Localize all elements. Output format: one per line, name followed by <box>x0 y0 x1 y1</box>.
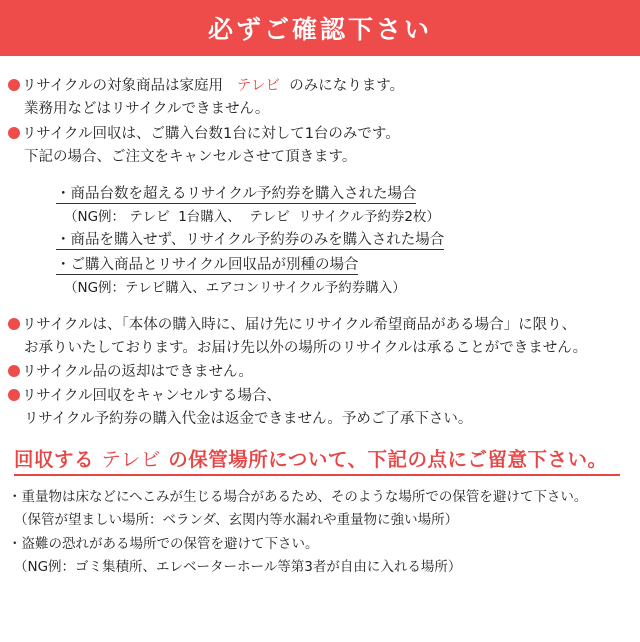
storage-note-1-sub: （保管が望ましい場所：ベランダ、玄関内等水漏れや重量物に強い場所） <box>14 512 459 528</box>
case-2: ・商品を購入せず、リサイクル予約券のみを購入された場合 <box>56 232 445 248</box>
page-title: 必ずご確認下さい <box>207 15 432 44</box>
tv-label: テレビ <box>236 78 281 94</box>
case-1: ・商品台数を超えるリサイクル予約券を購入された場合 <box>56 186 417 202</box>
storage-note-1: ・重量物は床などにへこみが生じる場合があるため、そのような場所での保管を避けて下さい。 <box>8 489 588 505</box>
case-3-example: （NG例：テレビ購入、エアコンリサイクル予約券購入） <box>64 280 406 296</box>
notice-item-limit: リサイクル回収は、ご購入台数1台に対して1台のみです。 <box>8 124 400 144</box>
notice-item-return: リサイクル品の返却はできません。 <box>8 362 253 382</box>
notice-item-condition: リサイクルは、「本体の購入時に、届け先にリサイクル希望商品がある場合」に限り、 <box>8 315 576 335</box>
notice-item-target-sub: 業務用などはリサイクルできません。 <box>24 101 270 117</box>
notice-item-cancel: リサイクル回収をキャンセルする場合、 <box>8 386 281 406</box>
bullet-dot-icon <box>8 318 20 330</box>
case-1-example: （NG例： テレビ 1台購入、 テレビ リサイクル予約券2枚） <box>64 209 440 225</box>
case-3: ・ご購入商品とリサイクル回収品が別種の場合 <box>56 257 359 273</box>
bullet-dot-icon <box>8 365 20 377</box>
page-title-banner <box>0 0 640 56</box>
storage-notice-heading: 回収する テレビ の保管場所について、下記の点にご留意下さい。 <box>14 446 620 476</box>
notice-item-cancel-sub: リサイクル予約券の購入代金は返金できません。予めご了承下さい。 <box>24 411 473 427</box>
bullet-dot-icon <box>8 127 20 139</box>
bullet-dot-icon <box>8 79 20 91</box>
tv-label: テレビ <box>101 448 161 471</box>
storage-note-2: ・盗難の恐れがある場所での保管を避けて下さい。 <box>8 536 319 552</box>
notice-item-target: リサイクルの対象商品は家庭用 テレビ のみになります。 <box>8 76 404 96</box>
storage-note-2-sub: （NG例：ゴミ集積所、エレベーターホール等第3者が自由に入れる場所） <box>14 559 462 575</box>
notice-item-condition-sub: お承りいたしております。お届け先以外の場所のリサイクルは承ることができません。 <box>24 340 588 356</box>
bullet-dot-icon <box>8 389 20 401</box>
notice-item-limit-sub: 下記の場合、ご注文をキャンセルさせて頂きます。 <box>24 149 357 165</box>
